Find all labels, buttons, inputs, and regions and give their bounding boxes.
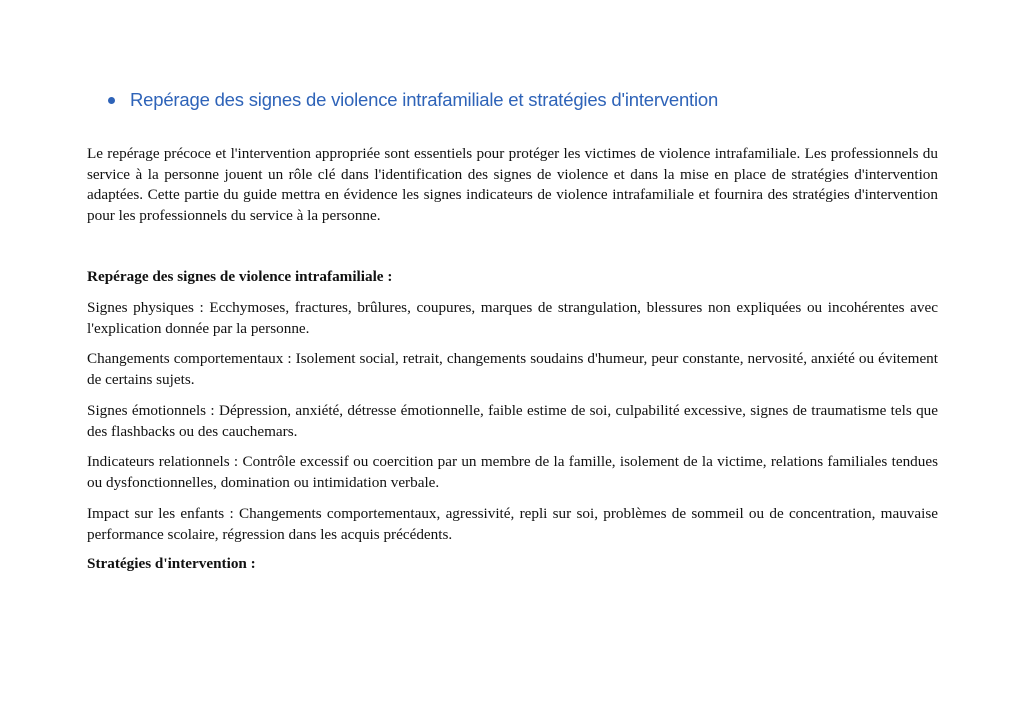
- heading-text: Repérage des signes de violence intrafamiliale et stratégies d'intervention: [130, 89, 719, 110]
- bullet-icon: [108, 97, 115, 104]
- paragraph-relational-indicators: Indicateurs relationnels : Contrôle excessif ou coercition par un membre de la famille, isolement de la victime, relations familiales tendues ou dysfonctionnelles, domination ou intimidation verbale.: [87, 453, 938, 491]
- intro-paragraph: Le repérage précoce et l'intervention appropriée sont essentiels pour protéger les victimes de violence intrafamiliale. Les professionnels du service à la personne jouent un rôle clé dans l'identification des signes de violence et dans la mise en place de stratégies d'intervention adaptées. Cette partie du guide mettra en évidence les signes indicateurs de violence intrafamiliale et fournira des stratégies d'intervention pour les professionnels du service à la personne.: [87, 145, 938, 224]
- section-heading: [108, 89, 928, 111]
- paragraph-impact-children: Impact sur les enfants : Changements comportementaux, agressivité, repli sur soi, problèmes de sommeil ou de concentration, mauvaise performance scolaire, régression dans les acquis précédents.: [87, 505, 938, 543]
- paragraph-physical-signs: Signes physiques : Ecchymoses, fractures, brûlures, coupures, marques de strangulation, blessures non expliquées ou incohérentes avec l'explication donnée par la personne.: [87, 299, 938, 337]
- subsection-title-strategies: Stratégies d'intervention :: [87, 555, 256, 572]
- paragraph-emotional-signs: Signes émotionnels : Dépression, anxiété, détresse émotionnelle, faible estime de soi, culpabilité excessive, signes de traumatisme tels que des flashbacks ou des cauchemars.: [87, 402, 938, 440]
- subsection-title-signs: Repérage des signes de violence intrafamiliale :: [87, 268, 393, 285]
- paragraph-behavioral-changes: Changements comportementaux : Isolement social, retrait, changements soudains d'humeur, peur constante, nervosité, anxiété ou évitement de certains sujets.: [87, 350, 938, 388]
